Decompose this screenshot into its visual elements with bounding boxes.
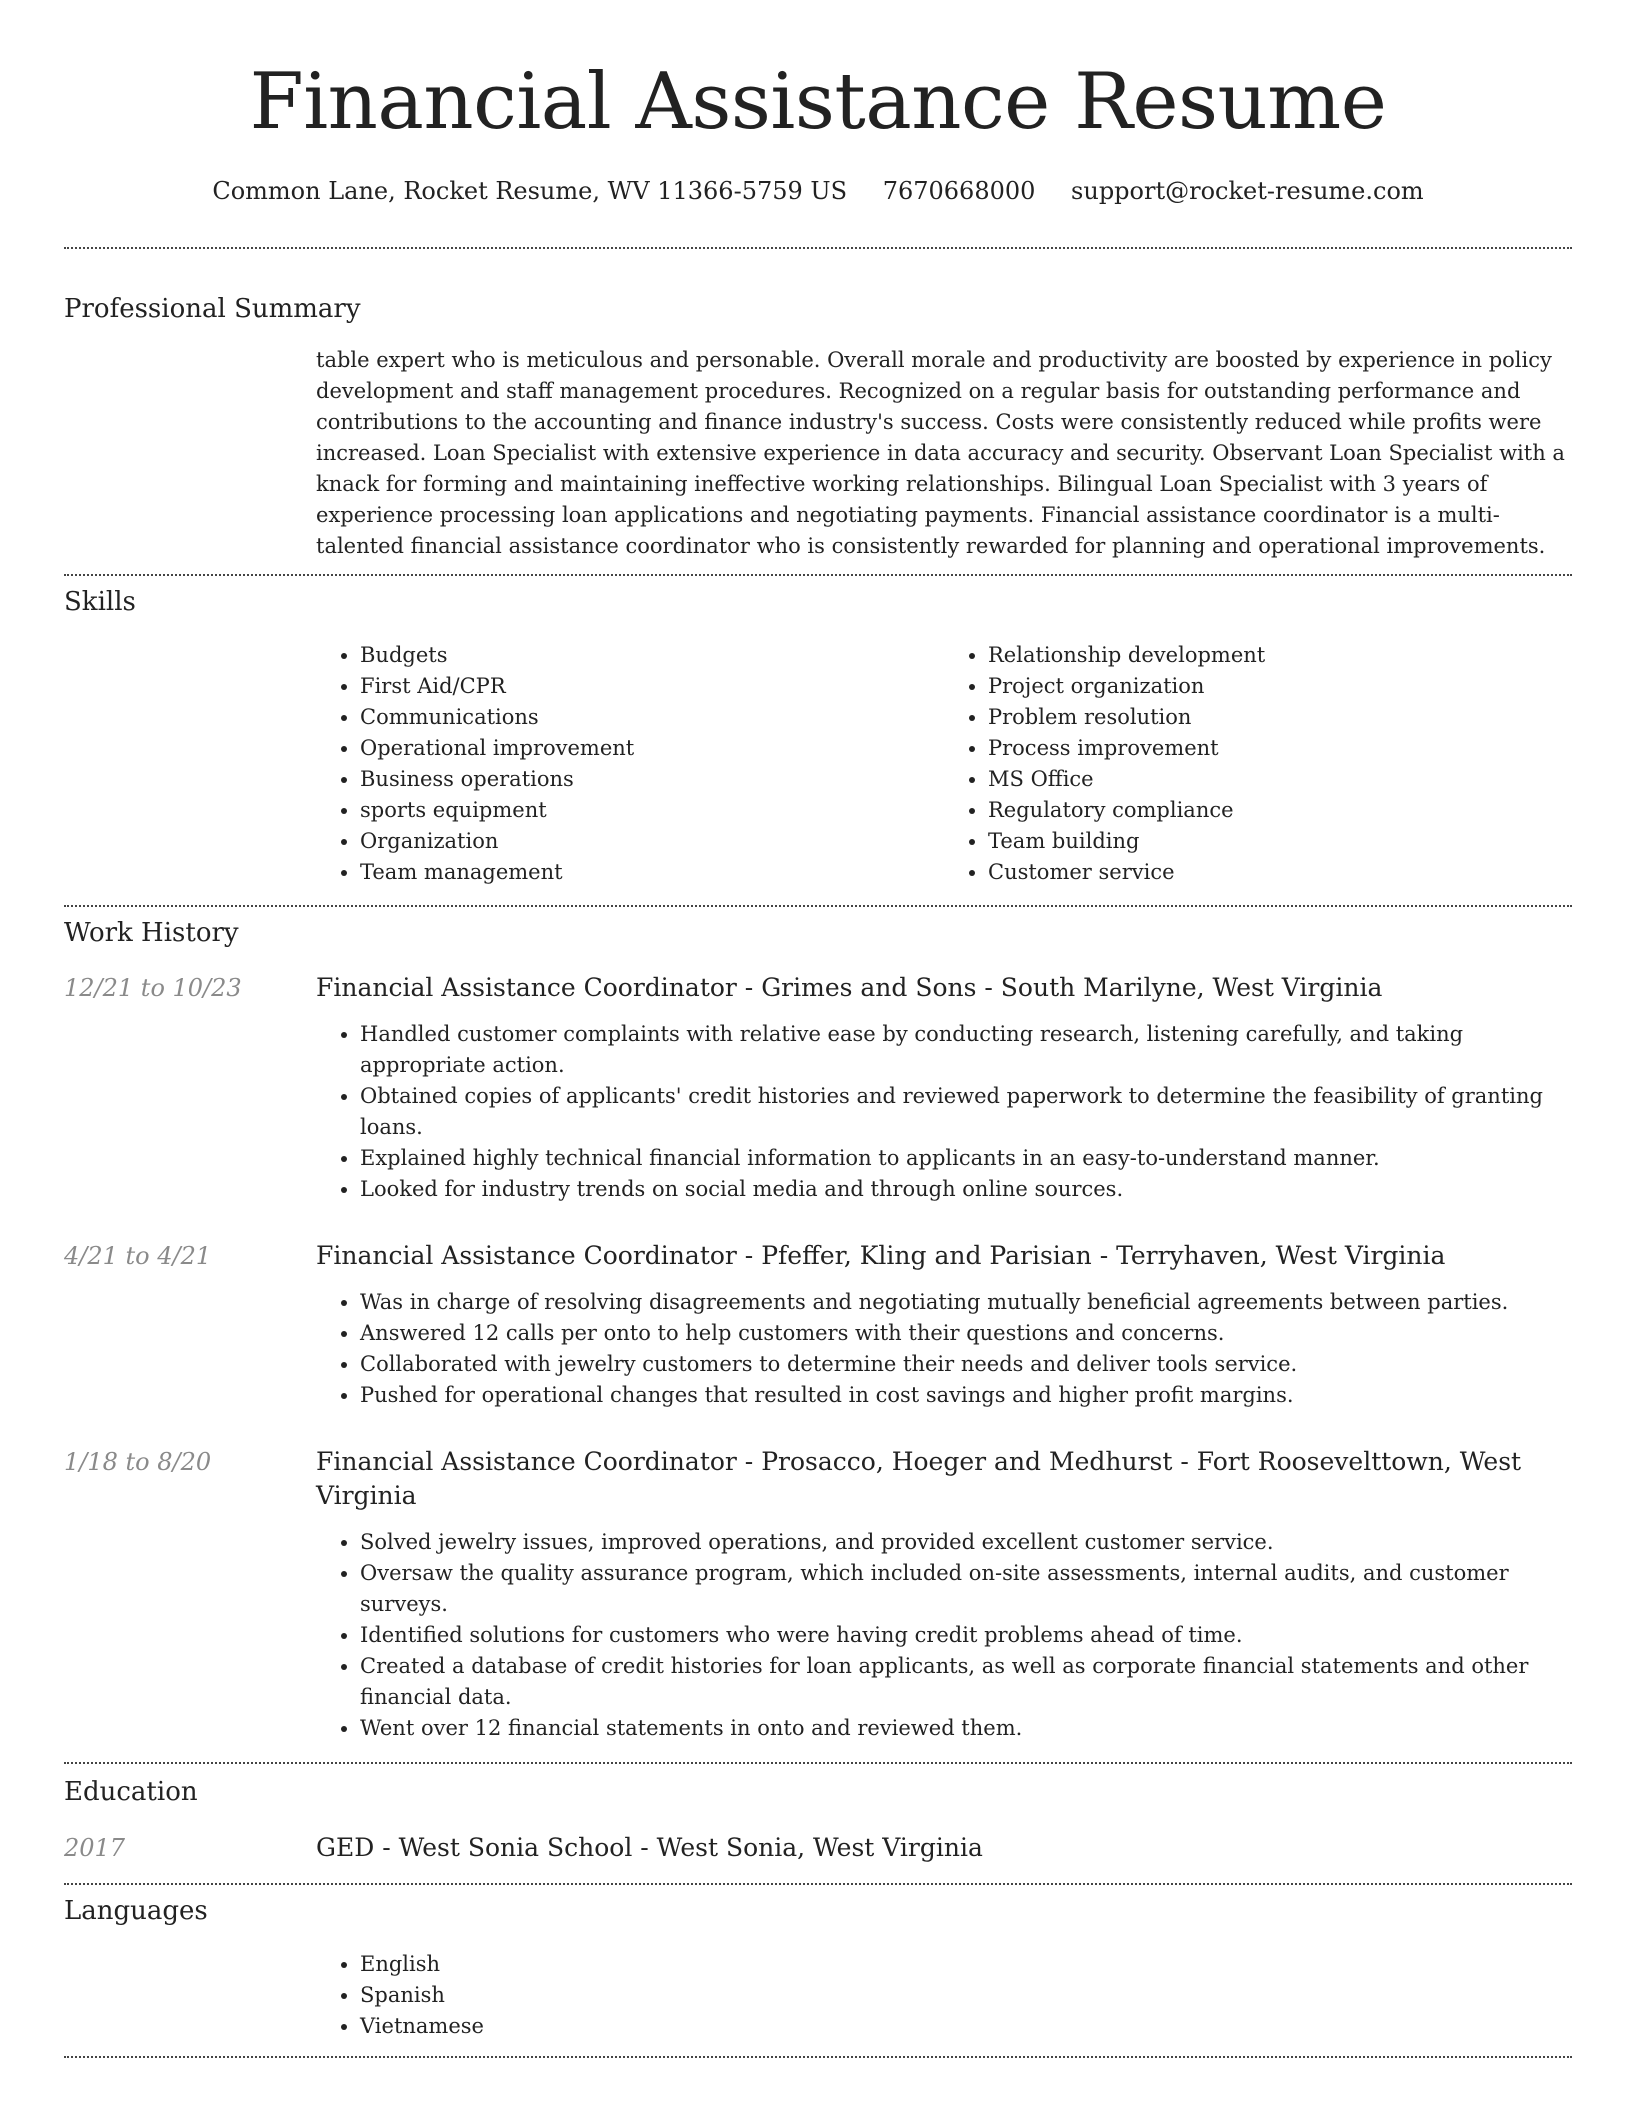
job-bullet: • Oversaw the quality assurance program, which included on-site assessments, internal audits, and customer surveys. (360, 1558, 1572, 1620)
job-bullet: • Obtained copies of applicants' credit histories and reviewed paperwork to determine the feasibility of granting loans. (360, 1081, 1572, 1143)
language-item: • Spanish (360, 1980, 1572, 2011)
summary-text: table expert who is meticulous and personable. Overall morale and productivity are boosted by experience in policy development and staff management procedures. Recognized on a regular basis for outstanding performance and contributions to the accounting and finance industry's success. Costs were consistently reduced while profits were increased. Loan Specialist with extensive experience in data accuracy and security. Observant Loan Specialist with a knack for forming and maintaining ineffective working relationships. Bilingual Loan Specialist with 3 years of experience processing loan applications and negotiating payments. Financial assistance coordinator is a multi-talented financial assistance coordinator who is consistently rewarded for planning and operational improvements. (316, 348, 1565, 558)
job-bullets (316, 1527, 1572, 1744)
job-bullet: • Answered 12 calls per onto to help customers with their questions and concerns. (360, 1318, 1508, 1349)
job-details (316, 1445, 1572, 1744)
divider (64, 247, 1572, 249)
job-bullet: • Explained highly technical financial information to applicants in an easy-to-understand manner. (360, 1143, 1572, 1174)
language-item: • English (360, 1949, 1572, 1980)
education-entry (64, 1831, 1572, 1865)
job-bullet: • Collaborated with jewelry customers to determine their needs and deliver tools service. (360, 1349, 1508, 1380)
section-title-work-history: Work History (64, 918, 239, 948)
skills-column-right (944, 640, 1572, 888)
skill-item: • Organization (360, 826, 944, 857)
skill-item: • Relationship development (988, 640, 1572, 671)
job-bullet: • Was in charge of resolving disagreements and negotiating mutually beneficial agreements between parties. (360, 1287, 1508, 1318)
job-title: Financial Assistance Coordinator - Pfeffer, Kling and Parisian - Terryhaven, West Virginia (316, 1241, 1446, 1270)
resume-title: Financial Assistance Resume (249, 57, 1387, 147)
section-title-skills: Skills (64, 587, 136, 617)
divider (64, 2056, 1572, 2058)
job-bullet: • Pushed for operational changes that resulted in cost savings and higher profit margins. (360, 1380, 1508, 1411)
skill-item: • Business operations (360, 764, 944, 795)
skill-item: • MS Office (988, 764, 1572, 795)
skill-item: • Team building (988, 826, 1572, 857)
skills-list (316, 640, 1572, 888)
skills-column-left (316, 640, 944, 888)
job-bullets (316, 1287, 1508, 1411)
languages-list (316, 1949, 1572, 2042)
job-bullet: • Solved jewelry issues, improved operations, and provided excellent customer service. (360, 1527, 1572, 1558)
skill-item: • First Aid/CPR (360, 671, 944, 702)
contact-address: Common Lane, Rocket Resume, WV 11366-5759 US (212, 177, 848, 205)
language-item: • Vietnamese (360, 2011, 1572, 2042)
job-dates: 12/21 to 10/23 (64, 974, 242, 1002)
skill-item: • Regulatory compliance (988, 795, 1572, 826)
job-title: Financial Assistance Coordinator - Prosacco, Hoeger and Medhurst - Fort Roosevelttown, West Virginia (316, 1447, 1522, 1510)
skill-item: • Communications (360, 702, 944, 733)
job-dates: 4/21 to 4/21 (64, 1242, 212, 1270)
job-entry (64, 1445, 1572, 1744)
skill-item: • Team management (360, 857, 944, 888)
languages-bullets (316, 1949, 1572, 2042)
job-entry (64, 1239, 1572, 1411)
skill-item: • Process improvement (988, 733, 1572, 764)
skill-item: • Customer service (988, 857, 1572, 888)
section-title-languages: Languages (64, 1896, 208, 1926)
section-title-summary: Professional Summary (64, 294, 361, 324)
skill-item: • Problem resolution (988, 702, 1572, 733)
job-entry (64, 971, 1572, 1205)
skill-item: • Budgets (360, 640, 944, 671)
divider (64, 574, 1572, 576)
job-details (316, 1239, 1508, 1411)
job-bullet: • Looked for industry trends on social media and through online sources. (360, 1174, 1572, 1205)
job-bullets (316, 1019, 1572, 1205)
contact-phone: 7670668000 (882, 177, 1036, 205)
divider (64, 1883, 1572, 1885)
job-bullet: • Created a database of credit histories for loan applicants, as well as corporate financial statements and other financial data. (360, 1651, 1572, 1713)
resume-page (64, 0, 1572, 2058)
divider (64, 1762, 1572, 1764)
job-bullet: • Identified solutions for customers who were having credit problems ahead of time. (360, 1620, 1572, 1651)
skill-item: • Operational improvement (360, 733, 944, 764)
divider (64, 905, 1572, 907)
skill-item: • Project organization (988, 671, 1572, 702)
section-title-education: Education (64, 1777, 198, 1807)
contact-line (64, 174, 1572, 208)
job-bullet: • Went over 12 financial statements in onto and reviewed them. (360, 1713, 1572, 1744)
job-details (316, 971, 1572, 1205)
contact-email: support@rocket-resume.com (1071, 177, 1424, 205)
job-title: Financial Assistance Coordinator - Grimes and Sons - South Marilyne, West Virginia (316, 973, 1383, 1002)
skill-item: • sports equipment (360, 795, 944, 826)
education-details: GED - West Sonia School - West Sonia, West Virginia (316, 1833, 983, 1862)
job-bullet: • Handled customer complaints with relative ease by conducting research, listening carefully, and taking appropriate action. (360, 1019, 1572, 1081)
job-dates: 1/18 to 8/20 (64, 1448, 212, 1476)
education-year: 2017 (64, 1834, 126, 1862)
